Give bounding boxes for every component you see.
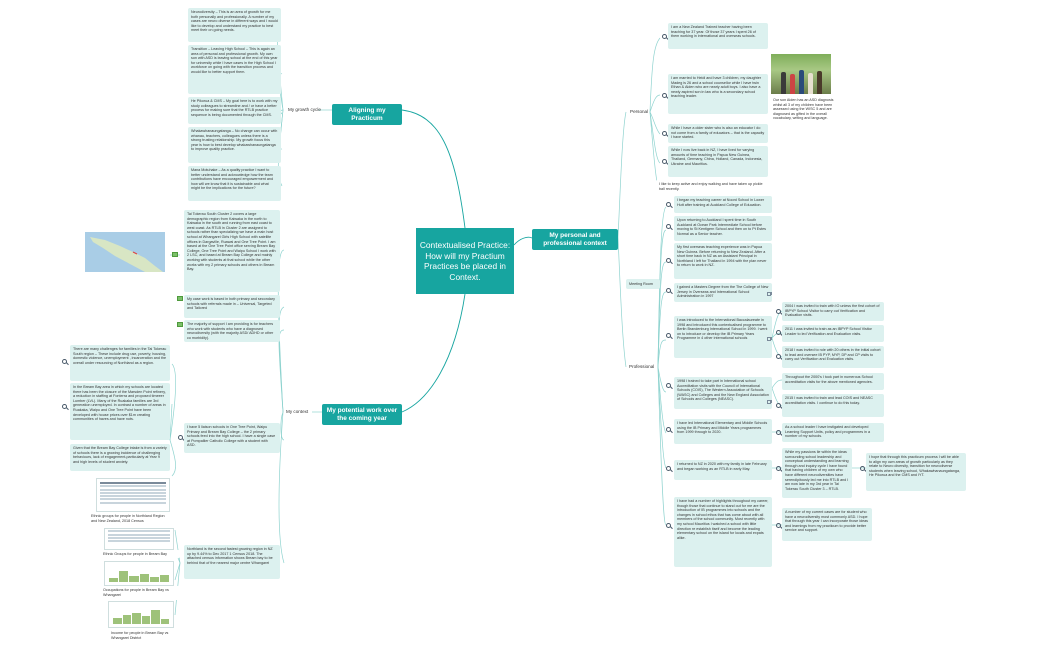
pro-returned-nz-node[interactable] — [674, 460, 772, 480]
pro-sub-2015-node[interactable] — [782, 394, 884, 417]
pin-icon[interactable] — [666, 224, 672, 230]
pro-sub-learning-support-node[interactable] — [782, 423, 884, 442]
attachment-icon[interactable] — [177, 296, 183, 301]
challenge-bream-bay-node[interactable] — [70, 383, 170, 440]
pin-icon[interactable] — [62, 404, 68, 410]
census-ethnic-chart-thumbnail[interactable] — [104, 528, 174, 550]
pro-sub-current-cases-node[interactable] — [782, 508, 872, 541]
label-growth-cycle[interactable]: My growth cycle — [288, 107, 321, 112]
node-text: I have had a number of highlights throughout my career, though those that continue to stand out for me are the introduction of IB programmes into schools and the changes in school ethos that has come about with all members of the school community. Most recently with my school Mauritius I watched a school with little direction re establish itself and become the leading elementary school on the island for locals and expats alike. — [677, 499, 769, 540]
pro-overseas-node[interactable] — [674, 243, 772, 279]
node-text: While I now live back in NZ, I have lived for varying amounts of time teaching in Papua New Guinea, Thailand, Germany, China, Holland, Canada, Indonesia, Ukraine and Mauritius. — [671, 148, 763, 166]
label-my-context[interactable]: My context — [286, 409, 309, 414]
node-text: Income for people in Bream Bay vs Whangarei District — [111, 631, 169, 640]
pro-accreditation-node[interactable] — [674, 377, 772, 409]
external-link-icon[interactable] — [767, 400, 771, 404]
node-text: Mana Motuhake – As a quality practice I want to better understand and acknowledge how the team contributions have encouraged empowerment and how will we know that it is sustainable and what might be the implications for the future? — [191, 168, 273, 191]
node-text: He Pikorua & CMS – My goal here is to work with my study colleagues to streamline and / or have a better process for making sure that the RTLB practice sequence is being documented through the CMS. — [191, 99, 278, 117]
census-table-thumbnail[interactable] — [96, 478, 170, 512]
node-text: I am a New Zealand Trained teacher having been teaching for 37 year. Of those 37 years I spent 26 of them working in international and overseas schools. — [671, 25, 756, 39]
context-casework-node[interactable] — [184, 295, 280, 318]
pin-icon[interactable] — [666, 333, 672, 339]
node-text: 2015 I was invited to train and lead COIS and NEASC accreditation visits. I continue to do this today. — [785, 396, 873, 405]
pro-sub-2004-node[interactable] — [782, 302, 884, 321]
census-occupations-caption[interactable] — [100, 586, 180, 600]
node-text: Upon returning to Auckland I spent time in South Auckland at Ocean Park Intermediate School before moving to St Kentigern School and then on to Pt Estes Normal as a Senior teacher. — [677, 218, 766, 236]
pro-practicum-hope-node[interactable] — [866, 453, 966, 491]
pro-career-start-node[interactable] — [674, 196, 772, 213]
node-text: While my passions lie within the ideas surrounding school leadership and conceptual understanding and learning through and inquiry cycle I have found that having children of my own who have different neurodiversities have serendipitously led me into RTLB and I am now late in my 3rd year in Tai Tokerau South Cluster 3 – RTLB. — [785, 450, 849, 491]
node-text: 2004 I was invited to train with IO unless the first cohort of IBPYP School Visitor to carry out Verification and Evaluation visits. — [785, 304, 880, 318]
meeting-room-label: Meeting Room — [629, 281, 653, 286]
node-text: I began my teaching career at Noord School in Lower Hutt after training at Auckland College of Education. — [677, 198, 765, 207]
node-text: I have 5 liaison schools in One Tree Point, Waipu Primary and Bream Bay College – the 2 primary schools feed into the high school. I have a single case at Pompallier Catholic College with a student with ASD. — [187, 425, 276, 448]
pin-icon[interactable] — [62, 359, 68, 365]
personal-family-node[interactable] — [668, 74, 768, 114]
label-personal[interactable]: Personal — [630, 109, 649, 114]
node-text: 2011 I was invited to train as an IBPYP School Visitor Leader to led Verification and Evaluation visits. — [785, 327, 872, 336]
node-text: While I have a older sister who is also an educator I do not come from a family of educators – that is the capacity I have started. — [671, 126, 765, 140]
attachment-icon[interactable] — [172, 252, 178, 257]
pin-icon[interactable] — [666, 258, 672, 264]
node-text: My first overseas teaching experience was in Papua New Guinea. Before returning to New Zealand. After a short time back in NZ as an Assistant Principal in Northland I left for Thailand in 1994 with the plan never to return to work in NZ. — [677, 245, 767, 268]
census-income-chart-thumbnail[interactable] — [108, 601, 174, 628]
section-personal-professional-context[interactable]: My personal and professional context — [532, 229, 618, 250]
pro-sub-2018-node[interactable] — [782, 346, 884, 368]
pin-icon[interactable] — [666, 383, 672, 389]
node-text: I hope that through this practicum process I will be able to align my own areas of growth particularly as they relate to Neuro diversity, transition for neurodiverse students when leaving school, Whakawhanaungatanga, He Pikorua and the CMS and IYT. — [869, 455, 961, 478]
central-topic-text: Contextualised Practice: How will my Practium Practices be placed in Context. — [419, 240, 511, 282]
pro-sub-passions-node[interactable] — [782, 448, 852, 498]
pro-auckland-node[interactable] — [674, 216, 772, 241]
node-text: Northland is the second fastest growing region in NZ up by 9.44% to Dec 2017 1 Census 2018. The attached census information shows Bream bay to be behind that of the nearest major centre Whangarei — [187, 547, 273, 565]
growth-mana-motuhake-node[interactable] — [188, 166, 281, 201]
pro-highlights-node[interactable] — [674, 497, 772, 567]
pin-icon[interactable] — [666, 466, 672, 472]
personal-active-node[interactable] — [656, 180, 768, 193]
family-photo[interactable] — [771, 54, 831, 94]
pin-icon[interactable] — [666, 523, 672, 529]
context-northland-growth-node[interactable] — [184, 545, 280, 579]
node-text: My case work is based in both primary and secondary schools with referrals made in – Universal, Targeted and Tailored — [187, 297, 275, 311]
node-text: I like to keep active and enjoy walking and have taken up pickle ball recently. — [659, 182, 763, 191]
context-support-node[interactable] — [184, 320, 280, 342]
label-professional[interactable]: Professional — [629, 364, 655, 369]
personal-asd-node[interactable] — [770, 96, 842, 122]
pro-ib-node[interactable] — [674, 316, 772, 358]
personal-teacher-node[interactable] — [668, 23, 768, 49]
node-text: The majority of support I am providing is for teachers who work with students who have a diagnosed neurodiversity (with the majority ASD/ ADHD or other co morbidity). — [187, 322, 274, 340]
pro-sub-2011-node[interactable] — [782, 325, 884, 342]
node-text: Transition – Leaving High School – This is again an area of personal and professional growth. My own son with ASD is leaving school at the end of this year for university while I have cases in the High School I workforce on going with the transition process and would like to better support them. — [191, 47, 278, 74]
central-topic[interactable] — [416, 228, 514, 294]
node-text: I gained a Masters Degree from the The College of New Jersey in Overseas and International School Administration in 1997 — [677, 285, 769, 299]
challenge-college-intake-node[interactable] — [70, 444, 170, 471]
node-text: Occupations for people in Bream Bay vs Whangarei — [103, 588, 169, 597]
node-text: 2018 I was invited to role with 20 others in the initial cohort to lead and oversee IB PYP, MYP, DP and CP visits to carry out Verification and Evaluation visits. — [785, 348, 881, 362]
census-occupation-chart-thumbnail[interactable] — [104, 561, 174, 586]
pin-icon[interactable] — [666, 202, 672, 208]
map-landmass — [85, 232, 165, 272]
pin-icon[interactable] — [666, 427, 672, 433]
context-liaison-schools-node[interactable] — [184, 423, 280, 453]
growth-transition-node[interactable] — [188, 45, 281, 94]
growth-neurodiversity-node[interactable] — [188, 8, 281, 42]
node-text: Throughout the 2000's I took part in numerous School accreditation visits for the above mentioned agencies. — [785, 375, 873, 384]
external-link-icon[interactable] — [767, 337, 771, 341]
node-text: In the Bream Bay area in which my schools are located there has been the closure of the Marsden Point refinery, a reduction in staffing at Fonterra and proposed timeeer Lumber (LVL). Many of the Ruakaka families are 3rd generation unemployed. In contrast a number of areas in Ruakaka, Waipu and One Tree Point have been developed with house prices over $1m creating communities of haves and have nots. — [73, 385, 166, 422]
personal-lived-overseas-node[interactable] — [668, 146, 768, 177]
personal-sister-node[interactable] — [668, 124, 768, 143]
challenge-region-node[interactable] — [70, 345, 170, 381]
attachment-icon[interactable] — [177, 322, 183, 327]
node-text: I am married to Heidi and have 3 children, my daughter Madeg is 26 and a school counsellor while I have twin Ethan & Aiden who are nearly adult boys. I also have a newly aspired son in law who is a secondary school teaching leader. — [671, 76, 761, 99]
census-ethnic-northland-caption[interactable] — [88, 512, 174, 526]
northland-map-image[interactable] — [85, 232, 165, 272]
growth-he-pikorua-node[interactable] — [188, 97, 281, 124]
node-text: Tai Tokerau South Cluster 2 covers a large demographic region from Kaiwaka in the north to Kaiwaka in the south and running from east coast to west coast. As RTLB in Cluster 2 are assigned to schools rather than specializing we have a main host school at Whangarei Girls High School with satellite offices in Dargaville, Ruawai and One Tree Point. I am based at the One Tree Point office serving Bream Bay College, One Tree Point and Waipu School I work with 2 LSC, and based at Bream Bay College and mainly working with students at that school while the other works with my 2 primary schools and others in Bream Bay. — [187, 212, 276, 272]
growth-whakawhanaungatanga-node[interactable] — [188, 127, 281, 163]
context-cluster-node[interactable] — [184, 210, 280, 292]
node-text: Our son Aiden has an ASD diagnosis whilst all 3 of my children have been assessed using the WISC 5 and are diagnosed as gifted in the overall vocabulary, writing and language. — [773, 98, 834, 121]
census-income-caption[interactable] — [108, 629, 182, 643]
node-text: As a school leader I have instigated and developed Learning Support Units, policy and programmes in a number of my schools. — [785, 425, 871, 439]
meeting-room-node[interactable] — [626, 279, 660, 289]
node-text: Whakawhanaungatanga – No change can occur with whanau, teachers, colleagues unless there is a strong trusting relationship. My growth focus this year is how to best develop whakawhanaungatanga to improve quality practice. — [191, 129, 278, 152]
section-potential-work[interactable]: My potential work over the coming year — [322, 404, 402, 425]
node-text: Ethnic Groups for people in Bream Bay — [103, 552, 167, 556]
node-text: Ethnic groups for people in Northland Region and New Zealand, 2018 Census — [91, 514, 165, 523]
node-text: I have led International Elementary and Middle Schools using the IB Primary and Middle Years programmes from 1999 through to 2020. — [677, 421, 768, 435]
census-ethnic-bream-bay-caption[interactable] — [100, 550, 180, 558]
pin-icon[interactable] — [666, 288, 672, 294]
external-link-icon[interactable] — [767, 292, 771, 296]
pro-sub-2000s-node[interactable] — [782, 373, 884, 390]
node-text: I returned to NZ in 2020 with my family in late February and began working as an RTLB in early May. — [677, 462, 767, 471]
node-text: Given that the Bream Bay College intake is from a variety of schools there is a growing incidence of challenging behaviours, lack of engagement-particularly at Year 9 and high levels of student anxiety. — [73, 446, 167, 464]
pro-led-schools-node[interactable] — [674, 419, 772, 444]
section-aligning-practicum[interactable]: Aligning my Practicum — [332, 104, 402, 125]
node-text: Neurodiversity – This is an area of growth for me both personally and professionally. A number of my cases are neuro diverse in different ways and I would like to develop and understand my practice to best meet their on going needs. — [191, 10, 278, 33]
node-text: I was introduced to the International Baccalaureate in 1998 and introduced this contextualised programme to Berlin Brandenburg International School in 1999. I went on to introduce or develop the IB Primary Years Programme in 4 other international schools — [677, 318, 768, 341]
pro-masters-node[interactable] — [674, 283, 772, 302]
node-text: There are many challenges for families in the Tai Tokerau South region – These include drug use, poverty, housing, domestic violence, unemployment , incarceration and the overall under resourcing of Northland as a region. — [73, 347, 167, 365]
node-text: 1998 I trained to take part in International school Accreditation visits with the Council of International Schools (COIS), The Western Association of Schools (WASC) and Colleges and the New England Association of Schools and Colleges (NEASC). — [677, 379, 769, 402]
node-text: A number of my current cases are for student who have a neurodiversity most commonly ASD. I hope that through this year I can incorporate those ideas and learnings from my practicum to provide better service and support. — [785, 510, 869, 533]
